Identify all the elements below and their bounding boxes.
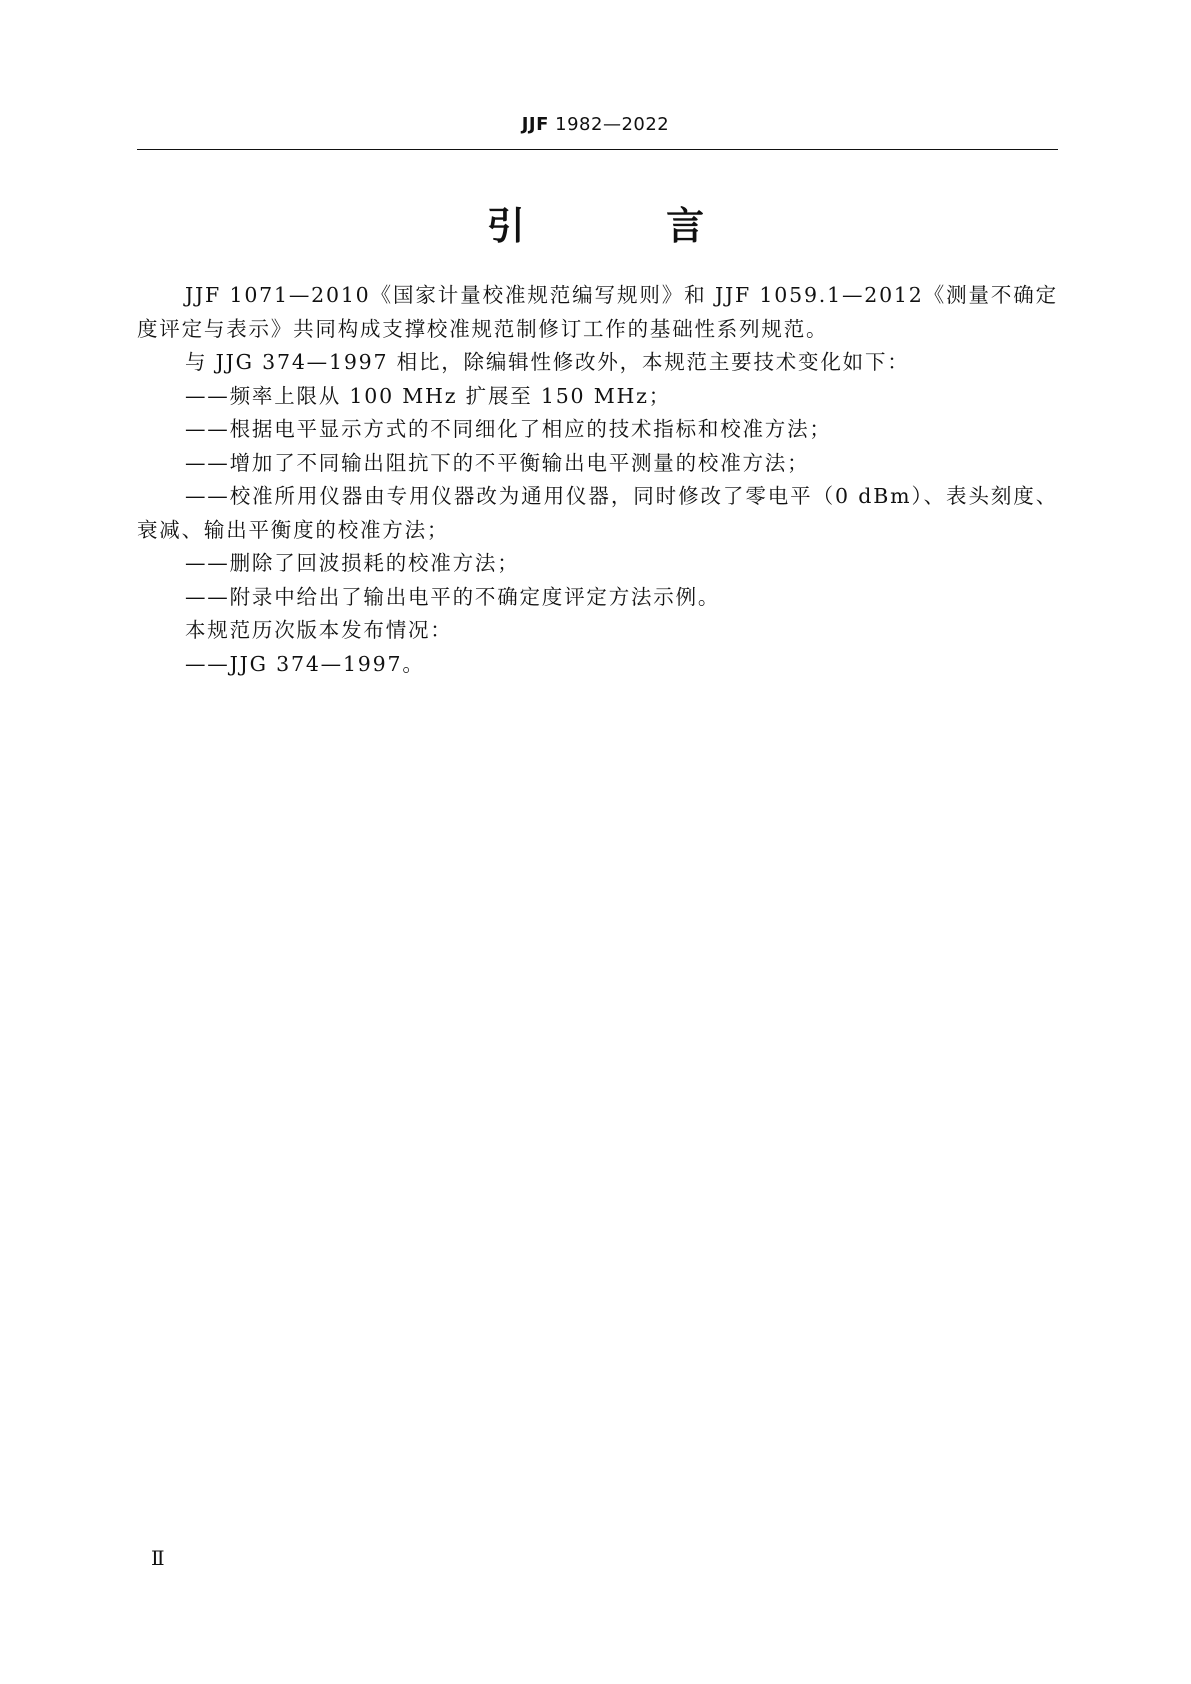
paragraph-changes-lead: 与 JJG 374—1997 相比，除编辑性修改外，本规范主要技术变化如下： xyxy=(185,350,910,374)
body-text xyxy=(137,279,1058,681)
header-rule xyxy=(137,149,1058,150)
paragraph-history-lead: 本规范历次版本发布情况： xyxy=(185,618,453,642)
list-item: ——根据电平显示方式的不同细化了相应的技术指标和校准方法； xyxy=(185,417,832,441)
list-item: ——删除了回波损耗的校准方法； xyxy=(185,551,520,575)
list-item: ——频率上限从 100 MHz 扩展至 150 MHz； xyxy=(185,383,672,408)
list-item: ——校准所用仪器由专用仪器改为通用仪器，同时修改了零电平（0 dBm）、表头刻度、衰减、输出平衡度的校准方法； xyxy=(137,484,1058,542)
page-title: 引 言 xyxy=(486,204,769,248)
list-item: ——附录中给出了输出电平的不确定度评定方法示例。 xyxy=(185,584,721,609)
list-item: ——JJG 374—1997。 xyxy=(185,651,425,676)
page-number: Ⅱ xyxy=(151,1546,165,1570)
list-item: ——增加了不同输出阻抗下的不平衡输出电平测量的校准方法； xyxy=(185,450,810,475)
running-header xyxy=(0,114,1191,135)
header-code: JJF xyxy=(521,114,549,135)
paragraph-intro: JJF 1071—2010《国家计量校准规范编写规则》和 JJF 1059.1—2012《测量不确定度评定与表示》共同构成支撑校准规范制修订工作的基础性系列规范。 xyxy=(137,283,1058,341)
header-number: 1982—2022 xyxy=(548,114,670,135)
